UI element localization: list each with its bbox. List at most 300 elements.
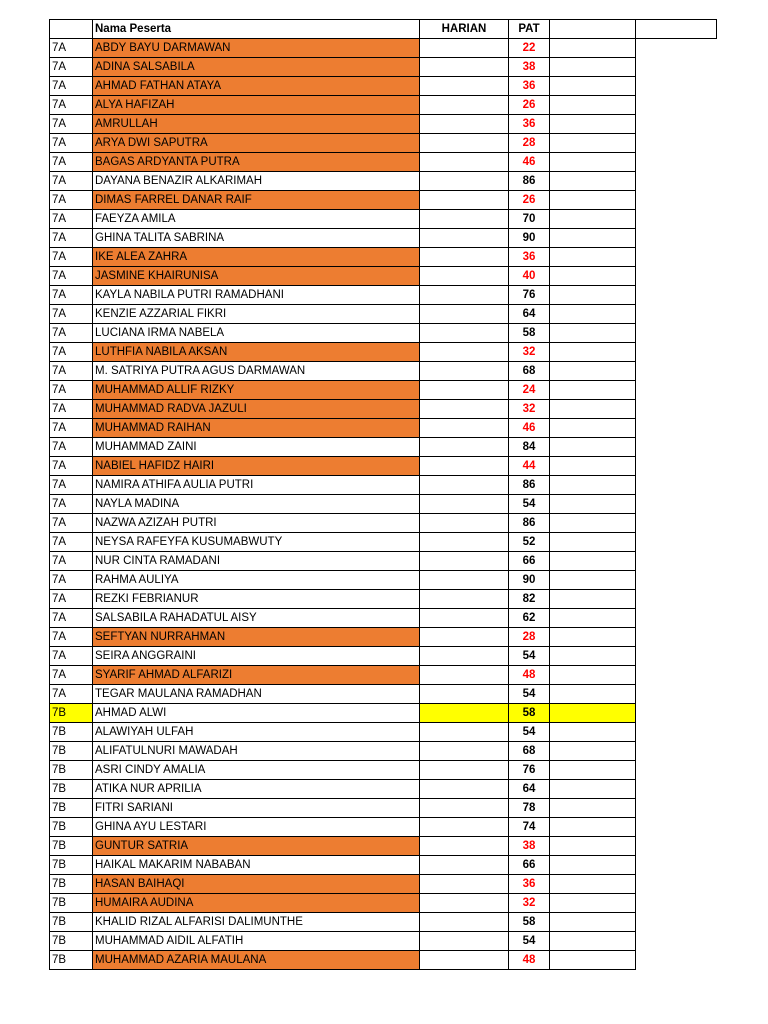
cell-kelas[interactable]: 7A [50, 628, 93, 647]
cell-kelas[interactable]: 7A [50, 134, 93, 153]
cell-harian[interactable] [420, 457, 509, 476]
cell-pat[interactable]: 90 [509, 229, 550, 248]
cell-pat[interactable]: 48 [509, 666, 550, 685]
cell-nama[interactable]: MUHAMMAD RAIHAN [93, 419, 420, 438]
cell-kelas[interactable]: 7A [50, 533, 93, 552]
cell-extra-2[interactable] [636, 476, 717, 495]
cell-extra-1[interactable] [550, 229, 636, 248]
cell-kelas[interactable]: 7A [50, 438, 93, 457]
cell-extra-1[interactable] [550, 837, 636, 856]
cell-pat[interactable]: 74 [509, 818, 550, 837]
cell-kelas[interactable]: 7A [50, 419, 93, 438]
cell-pat[interactable]: 36 [509, 115, 550, 134]
cell-pat[interactable]: 86 [509, 514, 550, 533]
cell-extra-2[interactable] [636, 704, 717, 723]
cell-kelas[interactable]: 7B [50, 742, 93, 761]
cell-extra-2[interactable] [636, 172, 717, 191]
cell-kelas[interactable]: 7A [50, 96, 93, 115]
cell-harian[interactable] [420, 400, 509, 419]
cell-nama[interactable]: FAEYZA AMILA [93, 210, 420, 229]
cell-harian[interactable] [420, 666, 509, 685]
cell-harian[interactable] [420, 723, 509, 742]
cell-kelas[interactable]: 7B [50, 875, 93, 894]
cell-harian[interactable] [420, 704, 509, 723]
cell-pat[interactable]: 64 [509, 780, 550, 799]
cell-pat[interactable]: 76 [509, 761, 550, 780]
cell-extra-2[interactable] [636, 609, 717, 628]
cell-kelas[interactable]: 7A [50, 381, 93, 400]
cell-extra-1[interactable] [550, 609, 636, 628]
cell-pat[interactable]: 46 [509, 153, 550, 172]
cell-extra-2[interactable] [636, 533, 717, 552]
cell-extra-2[interactable] [636, 191, 717, 210]
cell-extra-2[interactable] [636, 324, 717, 343]
cell-kelas[interactable]: 7A [50, 153, 93, 172]
cell-extra-2[interactable] [636, 761, 717, 780]
cell-harian[interactable] [420, 818, 509, 837]
cell-nama[interactable]: NAYLA MADINA [93, 495, 420, 514]
cell-extra-2[interactable] [636, 210, 717, 229]
cell-harian[interactable] [420, 229, 509, 248]
cell-extra-1[interactable] [550, 267, 636, 286]
cell-pat[interactable]: 46 [509, 419, 550, 438]
cell-nama[interactable]: ALIFATULNURI MAWADAH [93, 742, 420, 761]
cell-harian[interactable] [420, 875, 509, 894]
cell-nama[interactable]: FITRI SARIANI [93, 799, 420, 818]
cell-extra-2[interactable] [636, 894, 717, 913]
cell-nama[interactable]: ALAWIYAH ULFAH [93, 723, 420, 742]
cell-pat[interactable]: 40 [509, 267, 550, 286]
cell-harian[interactable] [420, 799, 509, 818]
cell-extra-1[interactable] [550, 647, 636, 666]
cell-nama[interactable]: ALYA HAFIZAH [93, 96, 420, 115]
cell-extra-1[interactable] [550, 666, 636, 685]
cell-nama[interactable]: SALSABILA RAHADATUL AISY [93, 609, 420, 628]
cell-pat[interactable]: 54 [509, 723, 550, 742]
cell-kelas[interactable]: 7A [50, 58, 93, 77]
cell-extra-2[interactable] [636, 666, 717, 685]
cell-extra-1[interactable] [550, 533, 636, 552]
cell-extra-1[interactable] [550, 704, 636, 723]
cell-kelas[interactable]: 7A [50, 191, 93, 210]
cell-kelas[interactable]: 7B [50, 780, 93, 799]
cell-extra-2[interactable] [636, 951, 717, 970]
cell-harian[interactable] [420, 58, 509, 77]
cell-extra-1[interactable] [550, 951, 636, 970]
cell-extra-1[interactable] [550, 305, 636, 324]
cell-extra-1[interactable] [550, 780, 636, 799]
cell-nama[interactable]: LUCIANA IRMA NABELA [93, 324, 420, 343]
cell-harian[interactable] [420, 134, 509, 153]
cell-nama[interactable]: SYARIF AHMAD ALFARIZI [93, 666, 420, 685]
cell-extra-2[interactable] [636, 799, 717, 818]
cell-extra-1[interactable] [550, 723, 636, 742]
cell-harian[interactable] [420, 96, 509, 115]
cell-extra-1[interactable] [550, 742, 636, 761]
cell-harian[interactable] [420, 77, 509, 96]
cell-kelas[interactable]: 7A [50, 286, 93, 305]
cell-pat[interactable]: 22 [509, 39, 550, 58]
cell-harian[interactable] [420, 590, 509, 609]
cell-extra-1[interactable] [550, 400, 636, 419]
cell-pat[interactable]: 68 [509, 742, 550, 761]
cell-nama[interactable]: ASRI CINDY AMALIA [93, 761, 420, 780]
cell-kelas[interactable]: 7B [50, 799, 93, 818]
cell-pat[interactable]: 58 [509, 324, 550, 343]
cell-harian[interactable] [420, 609, 509, 628]
cell-nama[interactable]: KHALID RIZAL ALFARISI DALIMUNTHE [93, 913, 420, 932]
cell-extra-2[interactable] [636, 590, 717, 609]
cell-harian[interactable] [420, 913, 509, 932]
cell-pat[interactable]: 24 [509, 381, 550, 400]
cell-extra-1[interactable] [550, 476, 636, 495]
cell-pat[interactable]: 86 [509, 172, 550, 191]
cell-harian[interactable] [420, 647, 509, 666]
cell-extra-2[interactable] [636, 457, 717, 476]
cell-extra-2[interactable] [636, 343, 717, 362]
cell-nama[interactable]: MUHAMMAD ALLIF RIZKY [93, 381, 420, 400]
cell-nama[interactable]: GHINA AYU LESTARI [93, 818, 420, 837]
cell-extra-2[interactable] [636, 837, 717, 856]
cell-extra-2[interactable] [636, 685, 717, 704]
cell-harian[interactable] [420, 115, 509, 134]
cell-extra-1[interactable] [550, 248, 636, 267]
cell-pat[interactable]: 54 [509, 495, 550, 514]
cell-extra-2[interactable] [636, 362, 717, 381]
cell-extra-2[interactable] [636, 780, 717, 799]
cell-extra-1[interactable] [550, 457, 636, 476]
cell-nama[interactable]: MUHAMMAD AIDIL ALFATIH [93, 932, 420, 951]
cell-kelas[interactable]: 7A [50, 172, 93, 191]
cell-nama[interactable]: HAIKAL MAKARIM NABABAN [93, 856, 420, 875]
cell-pat[interactable]: 38 [509, 58, 550, 77]
cell-harian[interactable] [420, 191, 509, 210]
cell-extra-1[interactable] [550, 39, 636, 58]
cell-pat[interactable]: 78 [509, 799, 550, 818]
cell-nama[interactable]: AMRULLAH [93, 115, 420, 134]
cell-extra-2[interactable] [636, 438, 717, 457]
cell-pat[interactable]: 76 [509, 286, 550, 305]
cell-kelas[interactable]: 7A [50, 590, 93, 609]
cell-extra-1[interactable] [550, 799, 636, 818]
cell-nama[interactable]: IKE ALEA ZAHRA [93, 248, 420, 267]
cell-pat[interactable]: 66 [509, 856, 550, 875]
cell-harian[interactable] [420, 571, 509, 590]
cell-nama[interactable]: REZKI FEBRIANUR [93, 590, 420, 609]
cell-pat[interactable]: 62 [509, 609, 550, 628]
cell-harian[interactable] [420, 628, 509, 647]
cell-pat[interactable]: 66 [509, 552, 550, 571]
cell-nama[interactable]: HUMAIRA AUDINA [93, 894, 420, 913]
cell-kelas[interactable]: 7A [50, 609, 93, 628]
cell-extra-1[interactable] [550, 343, 636, 362]
cell-harian[interactable] [420, 552, 509, 571]
cell-extra-1[interactable] [550, 210, 636, 229]
cell-extra-1[interactable] [550, 438, 636, 457]
cell-kelas[interactable]: 7A [50, 267, 93, 286]
cell-harian[interactable] [420, 856, 509, 875]
cell-nama[interactable]: KAYLA NABILA PUTRI RAMADHANI [93, 286, 420, 305]
cell-nama[interactable]: BAGAS ARDYANTA PUTRA [93, 153, 420, 172]
cell-kelas[interactable]: 7B [50, 951, 93, 970]
cell-extra-1[interactable] [550, 685, 636, 704]
cell-harian[interactable] [420, 39, 509, 58]
cell-extra-1[interactable] [550, 514, 636, 533]
cell-extra-1[interactable] [550, 286, 636, 305]
header-harian[interactable]: HARIAN [420, 20, 509, 39]
cell-nama[interactable]: NUR CINTA RAMADANI [93, 552, 420, 571]
cell-extra-1[interactable] [550, 818, 636, 837]
cell-extra-1[interactable] [550, 913, 636, 932]
cell-extra-1[interactable] [550, 324, 636, 343]
cell-kelas[interactable]: 7A [50, 362, 93, 381]
cell-pat[interactable]: 84 [509, 438, 550, 457]
cell-extra-2[interactable] [636, 723, 717, 742]
cell-extra-2[interactable] [636, 571, 717, 590]
cell-extra-2[interactable] [636, 134, 717, 153]
cell-extra-2[interactable] [636, 381, 717, 400]
cell-extra-1[interactable] [550, 628, 636, 647]
cell-pat[interactable]: 54 [509, 932, 550, 951]
cell-kelas[interactable]: 7A [50, 685, 93, 704]
cell-pat[interactable]: 52 [509, 533, 550, 552]
cell-nama[interactable]: MUHAMMAD AZARIA MAULANA [93, 951, 420, 970]
cell-harian[interactable] [420, 248, 509, 267]
cell-harian[interactable] [420, 153, 509, 172]
cell-extra-2[interactable] [636, 875, 717, 894]
cell-pat[interactable]: 28 [509, 628, 550, 647]
cell-harian[interactable] [420, 495, 509, 514]
cell-pat[interactable]: 54 [509, 685, 550, 704]
cell-nama[interactable]: ABDY BAYU DARMAWAN [93, 39, 420, 58]
cell-extra-1[interactable] [550, 153, 636, 172]
header-nama-peserta[interactable]: Nama Peserta [93, 20, 420, 39]
header-kelas[interactable] [50, 20, 93, 39]
cell-kelas[interactable]: 7A [50, 514, 93, 533]
cell-pat[interactable]: 26 [509, 191, 550, 210]
cell-kelas[interactable]: 7B [50, 856, 93, 875]
cell-kelas[interactable]: 7B [50, 704, 93, 723]
cell-harian[interactable] [420, 267, 509, 286]
cell-kelas[interactable]: 7B [50, 894, 93, 913]
cell-nama[interactable]: TEGAR MAULANA RAMADHAN [93, 685, 420, 704]
cell-extra-1[interactable] [550, 875, 636, 894]
cell-harian[interactable] [420, 172, 509, 191]
header-extra-2[interactable] [636, 20, 717, 39]
cell-harian[interactable] [420, 780, 509, 799]
cell-nama[interactable]: AHMAD ALWI [93, 704, 420, 723]
cell-pat[interactable]: 32 [509, 343, 550, 362]
cell-extra-1[interactable] [550, 172, 636, 191]
cell-extra-1[interactable] [550, 58, 636, 77]
cell-kelas[interactable]: 7A [50, 115, 93, 134]
cell-pat[interactable]: 32 [509, 400, 550, 419]
cell-extra-1[interactable] [550, 381, 636, 400]
cell-nama[interactable]: DIMAS FARREL DANAR RAIF [93, 191, 420, 210]
cell-nama[interactable]: SEFTYAN NURRAHMAN [93, 628, 420, 647]
cell-extra-1[interactable] [550, 134, 636, 153]
cell-harian[interactable] [420, 362, 509, 381]
cell-nama[interactable]: KENZIE AZZARIAL FIKRI [93, 305, 420, 324]
cell-harian[interactable] [420, 381, 509, 400]
cell-pat[interactable]: 26 [509, 96, 550, 115]
cell-extra-1[interactable] [550, 419, 636, 438]
cell-nama[interactable]: NAMIRA ATHIFA AULIA PUTRI [93, 476, 420, 495]
cell-harian[interactable] [420, 438, 509, 457]
cell-extra-2[interactable] [636, 552, 717, 571]
cell-kelas[interactable]: 7A [50, 400, 93, 419]
cell-kelas[interactable]: 7A [50, 343, 93, 362]
cell-extra-1[interactable] [550, 590, 636, 609]
cell-nama[interactable]: JASMINE KHAIRUNISA [93, 267, 420, 286]
cell-nama[interactable]: GUNTUR SATRIA [93, 837, 420, 856]
cell-kelas[interactable]: 7A [50, 229, 93, 248]
cell-kelas[interactable]: 7B [50, 723, 93, 742]
cell-harian[interactable] [420, 932, 509, 951]
cell-extra-1[interactable] [550, 96, 636, 115]
cell-pat[interactable]: 36 [509, 77, 550, 96]
cell-nama[interactable]: LUTHFIA NABILA AKSAN [93, 343, 420, 362]
cell-nama[interactable]: ADINA SALSABILA [93, 58, 420, 77]
cell-harian[interactable] [420, 286, 509, 305]
cell-harian[interactable] [420, 343, 509, 362]
cell-extra-2[interactable] [636, 77, 717, 96]
cell-extra-2[interactable] [636, 115, 717, 134]
cell-kelas[interactable]: 7B [50, 837, 93, 856]
cell-harian[interactable] [420, 514, 509, 533]
cell-nama[interactable]: DAYANA BENAZIR ALKARIMAH [93, 172, 420, 191]
cell-extra-2[interactable] [636, 400, 717, 419]
cell-nama[interactable]: GHINA TALITA SABRINA [93, 229, 420, 248]
cell-harian[interactable] [420, 324, 509, 343]
cell-pat[interactable]: 58 [509, 913, 550, 932]
header-extra-1[interactable] [550, 20, 636, 39]
cell-extra-1[interactable] [550, 894, 636, 913]
cell-pat[interactable]: 48 [509, 951, 550, 970]
cell-extra-1[interactable] [550, 552, 636, 571]
cell-pat[interactable]: 38 [509, 837, 550, 856]
cell-extra-2[interactable] [636, 932, 717, 951]
cell-extra-2[interactable] [636, 514, 717, 533]
cell-pat[interactable]: 28 [509, 134, 550, 153]
cell-nama[interactable]: ARYA DWI SAPUTRA [93, 134, 420, 153]
cell-pat[interactable]: 68 [509, 362, 550, 381]
cell-harian[interactable] [420, 533, 509, 552]
cell-extra-1[interactable] [550, 115, 636, 134]
cell-harian[interactable] [420, 210, 509, 229]
cell-nama[interactable]: ATIKA NUR APRILIA [93, 780, 420, 799]
cell-extra-2[interactable] [636, 628, 717, 647]
cell-harian[interactable] [420, 305, 509, 324]
cell-extra-2[interactable] [636, 305, 717, 324]
cell-extra-1[interactable] [550, 77, 636, 96]
cell-kelas[interactable]: 7A [50, 476, 93, 495]
cell-extra-1[interactable] [550, 571, 636, 590]
cell-extra-2[interactable] [636, 267, 717, 286]
cell-nama[interactable]: AHMAD FATHAN ATAYA [93, 77, 420, 96]
cell-kelas[interactable]: 7A [50, 552, 93, 571]
cell-pat[interactable]: 36 [509, 248, 550, 267]
cell-extra-2[interactable] [636, 818, 717, 837]
cell-extra-1[interactable] [550, 495, 636, 514]
cell-extra-1[interactable] [550, 362, 636, 381]
cell-pat[interactable]: 86 [509, 476, 550, 495]
cell-nama[interactable]: HASAN BAIHAQI [93, 875, 420, 894]
cell-kelas[interactable]: 7A [50, 571, 93, 590]
cell-pat[interactable]: 58 [509, 704, 550, 723]
cell-pat[interactable]: 64 [509, 305, 550, 324]
cell-extra-2[interactable] [636, 913, 717, 932]
cell-harian[interactable] [420, 951, 509, 970]
cell-extra-2[interactable] [636, 647, 717, 666]
cell-extra-2[interactable] [636, 39, 717, 58]
cell-kelas[interactable]: 7A [50, 39, 93, 58]
cell-extra-2[interactable] [636, 856, 717, 875]
cell-kelas[interactable]: 7B [50, 913, 93, 932]
cell-pat[interactable]: 36 [509, 875, 550, 894]
cell-harian[interactable] [420, 419, 509, 438]
cell-extra-2[interactable] [636, 495, 717, 514]
cell-nama[interactable]: RAHMA AULIYA [93, 571, 420, 590]
cell-harian[interactable] [420, 761, 509, 780]
cell-extra-2[interactable] [636, 229, 717, 248]
cell-kelas[interactable]: 7A [50, 210, 93, 229]
cell-pat[interactable]: 90 [509, 571, 550, 590]
cell-nama[interactable]: M. SATRIYA PUTRA AGUS DARMAWAN [93, 362, 420, 381]
cell-harian[interactable] [420, 476, 509, 495]
cell-kelas[interactable]: 7A [50, 666, 93, 685]
cell-kelas[interactable]: 7A [50, 495, 93, 514]
cell-kelas[interactable]: 7A [50, 324, 93, 343]
cell-kelas[interactable]: 7B [50, 761, 93, 780]
cell-pat[interactable]: 44 [509, 457, 550, 476]
cell-extra-1[interactable] [550, 191, 636, 210]
cell-harian[interactable] [420, 837, 509, 856]
cell-extra-2[interactable] [636, 153, 717, 172]
cell-kelas[interactable]: 7A [50, 305, 93, 324]
cell-nama[interactable]: MUHAMMAD RADVA JAZULI [93, 400, 420, 419]
cell-kelas[interactable]: 7A [50, 77, 93, 96]
cell-nama[interactable]: NAZWA AZIZAH PUTRI [93, 514, 420, 533]
cell-pat[interactable]: 32 [509, 894, 550, 913]
cell-harian[interactable] [420, 894, 509, 913]
cell-nama[interactable]: NEYSA RAFEYFA KUSUMABWUTY [93, 533, 420, 552]
cell-kelas[interactable]: 7A [50, 647, 93, 666]
cell-kelas[interactable]: 7B [50, 932, 93, 951]
cell-harian[interactable] [420, 685, 509, 704]
cell-extra-2[interactable] [636, 419, 717, 438]
cell-extra-2[interactable] [636, 742, 717, 761]
cell-kelas[interactable]: 7A [50, 457, 93, 476]
cell-pat[interactable]: 70 [509, 210, 550, 229]
cell-pat[interactable]: 54 [509, 647, 550, 666]
cell-nama[interactable]: MUHAMMAD ZAINI [93, 438, 420, 457]
cell-extra-2[interactable] [636, 286, 717, 305]
cell-extra-2[interactable] [636, 96, 717, 115]
cell-harian[interactable] [420, 742, 509, 761]
cell-extra-2[interactable] [636, 58, 717, 77]
cell-pat[interactable]: 82 [509, 590, 550, 609]
cell-nama[interactable]: NABIEL HAFIDZ HAIRI [93, 457, 420, 476]
cell-extra-1[interactable] [550, 856, 636, 875]
header-pat[interactable]: PAT [509, 20, 550, 39]
cell-extra-1[interactable] [550, 761, 636, 780]
cell-kelas[interactable]: 7A [50, 248, 93, 267]
cell-extra-1[interactable] [550, 932, 636, 951]
cell-kelas[interactable]: 7B [50, 818, 93, 837]
cell-nama[interactable]: SEIRA ANGGRAINI [93, 647, 420, 666]
cell-extra-2[interactable] [636, 248, 717, 267]
